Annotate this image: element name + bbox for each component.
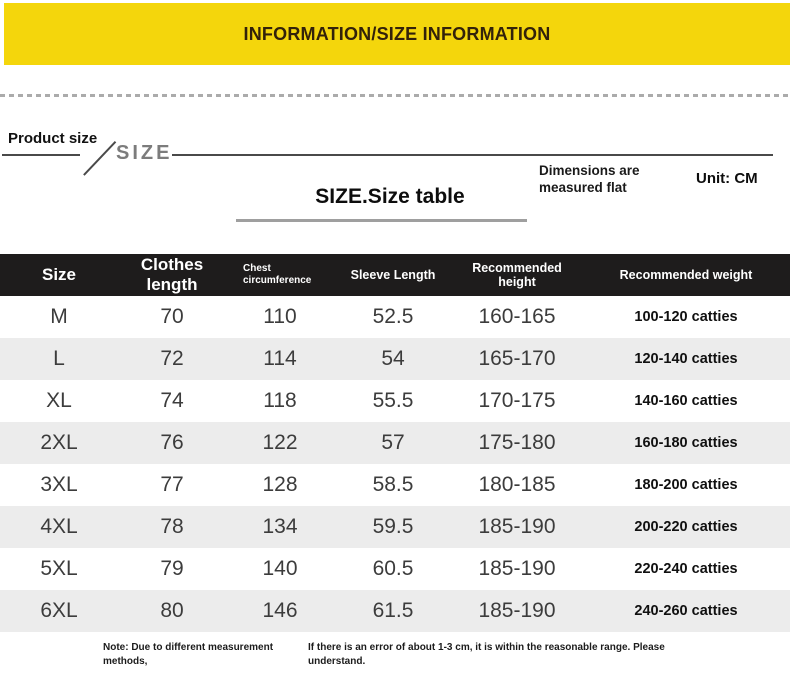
table-row <box>0 464 790 506</box>
cell-sleeve: 60.5 <box>372 557 414 580</box>
cell-height: 175-180 <box>478 431 556 454</box>
cell-length: 78 <box>160 515 184 538</box>
section-title: SIZE.Size table <box>315 185 465 208</box>
cell-sleeve: 59.5 <box>372 515 414 538</box>
measurement-note: Note: Due to different measurement methods, <box>103 642 274 667</box>
cell-chest: 134 <box>262 515 298 538</box>
cell-weight: 160-180 catties <box>634 435 738 451</box>
rule-left <box>2 154 80 156</box>
header-sleeve-length: Sleeve Length <box>350 268 436 282</box>
cell-weight: 100-120 catties <box>634 309 738 325</box>
header-clothes-length: Clothes length <box>140 255 204 294</box>
info-banner <box>4 3 790 65</box>
cell-sleeve: 52.5 <box>372 305 414 328</box>
cell-chest: 110 <box>263 305 297 328</box>
header-recommended-height: Recommended height <box>472 261 562 289</box>
cell-length: 72 <box>160 347 184 370</box>
cell-height: 185-190 <box>478 557 556 580</box>
size-table <box>0 254 790 632</box>
cell-size: M <box>50 305 68 328</box>
cell-size: L <box>53 347 65 370</box>
cell-height: 180-185 <box>478 473 556 496</box>
cell-weight: 180-200 catties <box>634 477 738 493</box>
cell-chest: 114 <box>263 347 297 370</box>
cell-size: 2XL <box>40 431 78 454</box>
cell-length: 70 <box>160 305 184 328</box>
cell-chest: 140 <box>262 557 298 580</box>
title-underline <box>236 219 527 222</box>
cell-sleeve: 58.5 <box>372 473 414 496</box>
cell-length: 77 <box>160 473 184 496</box>
cell-weight: 240-260 catties <box>634 603 738 619</box>
table-row <box>0 548 790 590</box>
cell-chest: 118 <box>263 389 297 412</box>
table-row <box>0 590 790 632</box>
error-tolerance-note: If there is an error of about 1-3 cm, it is within the reasonable range. Please understand. <box>308 642 665 667</box>
cell-weight: 220-240 catties <box>634 561 738 577</box>
cell-chest: 122 <box>262 431 298 454</box>
dashed-divider <box>0 94 790 97</box>
cell-height: 185-190 <box>478 599 556 622</box>
cell-weight: 140-160 catties <box>634 393 738 409</box>
cell-size: 6XL <box>40 599 78 622</box>
cell-length: 80 <box>160 599 184 622</box>
cell-height: 165-170 <box>478 347 556 370</box>
cell-sleeve: 54 <box>381 347 405 370</box>
cell-size: 3XL <box>40 473 78 496</box>
cell-weight: 120-140 catties <box>634 351 738 367</box>
banner-title: INFORMATION/SIZE INFORMATION <box>243 23 551 44</box>
product-size-label: Product size <box>8 130 98 147</box>
unit-label: Unit: CM <box>696 170 758 187</box>
header-recommended-weight: Recommended weight <box>619 268 753 282</box>
cell-height: 185-190 <box>478 515 556 538</box>
cell-size: 5XL <box>40 557 78 580</box>
cell-height: 170-175 <box>478 389 556 412</box>
rule-right <box>172 154 773 156</box>
cell-sleeve: 57 <box>381 431 405 454</box>
cell-chest: 146 <box>262 599 298 622</box>
cell-size: XL <box>46 389 72 412</box>
table-row <box>0 380 790 422</box>
cell-length: 74 <box>160 389 184 412</box>
table-row <box>0 506 790 548</box>
cell-height: 160-165 <box>478 305 556 328</box>
cell-size: 4XL <box>40 515 78 538</box>
cell-length: 76 <box>160 431 184 454</box>
size-watermark: SIZE <box>116 142 173 164</box>
table-header-row <box>0 254 790 296</box>
cell-chest: 128 <box>262 473 298 496</box>
table-row <box>0 422 790 464</box>
cell-sleeve: 55.5 <box>372 389 414 412</box>
cell-sleeve: 61.5 <box>372 599 414 622</box>
table-row <box>0 338 790 380</box>
table-row <box>0 296 790 338</box>
cell-weight: 200-220 catties <box>634 519 738 535</box>
header-size: Size <box>41 265 77 284</box>
cell-length: 79 <box>160 557 184 580</box>
header-chest-circumference: Chest circumference <box>243 263 312 286</box>
measured-flat-note: Dimensions are measured flat <box>539 163 640 195</box>
